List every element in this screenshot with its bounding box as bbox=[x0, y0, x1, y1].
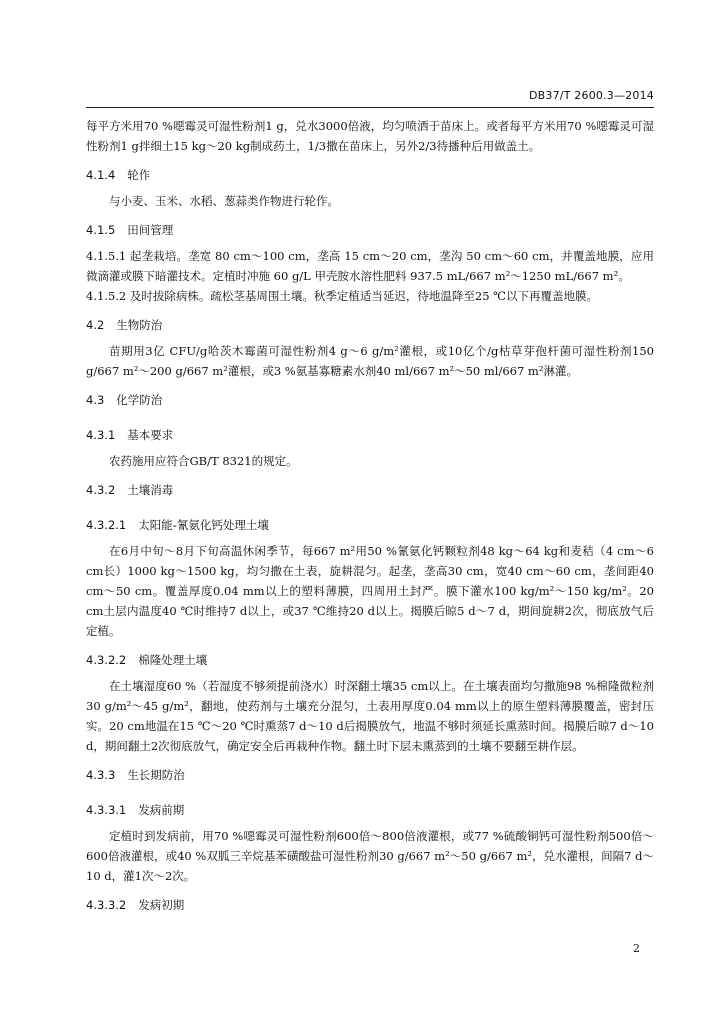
section-number: 4.3.3 bbox=[86, 768, 116, 782]
section-heading bbox=[86, 165, 654, 185]
section-title: 发病初期 bbox=[138, 898, 185, 912]
section-heading bbox=[86, 895, 654, 915]
body-paragraph: 每平方米用70 %噁霉灵可湿性粉剂1 g，兑水3000倍液，均匀喷洒于苗床上。或者每平方米用70 %噁霉灵可湿性粉剂1 g拌细土15 kg～20 kg制成药土，1/3撒在苗床上，另外2/3待播种后用做盖土。 bbox=[86, 119, 654, 153]
section-number: 4.3.2.1 bbox=[86, 518, 127, 532]
section-number: 4.2 bbox=[86, 318, 105, 332]
section-title: 发病前期 bbox=[138, 803, 185, 817]
section-title: 生物防治 bbox=[116, 318, 163, 332]
spacer bbox=[86, 915, 654, 921]
body-paragraph: 农药施用应符合GB/T 8321的规定。 bbox=[109, 454, 298, 468]
section-title: 棉隆处理土壤 bbox=[138, 653, 208, 667]
spacer bbox=[86, 156, 654, 165]
spacer bbox=[86, 306, 654, 315]
section-heading bbox=[86, 220, 654, 240]
section-title: 轮作 bbox=[127, 168, 151, 182]
section-heading bbox=[86, 425, 654, 445]
body-paragraph: 与小麦、玉米、水稻、葱蒜类作物进行轮作。 bbox=[109, 194, 339, 208]
body-paragraph: 在土壤湿度60 %（若湿度不够须提前浇水）时深翻土壤35 cm以上。在土壤表面均匀撒施98 %棉隆微粒剂30 g/m²～45 g/m²，翻地，使药剂与土壤充分混匀，土表用厚度0.04 mm以上的原生塑料薄膜覆盖，密封压实。20 cm地温在15 ℃～20 ℃时熏蒸7 d～10 d后揭膜放气，地温不够时须延长熏蒸时间。揭膜后晾7 d～10 d，期间翻土2次彻底放气，确定安全后再栽种作物。翻土时下层未熏蒸到的土壤不要翻至耕作层。 bbox=[86, 679, 654, 753]
section-title: 太阳能-氰氨化钙处理土壤 bbox=[138, 518, 269, 532]
section-title: 田间管理 bbox=[127, 223, 174, 237]
section-title: 基本要求 bbox=[127, 428, 174, 442]
section-number: 4.3.2.2 bbox=[86, 653, 127, 667]
section-heading bbox=[86, 765, 654, 785]
section-number: 4.1.5 bbox=[86, 223, 116, 237]
section-number: 4.1.4 bbox=[86, 168, 116, 182]
document-code: DB37/T 2600.3—2014 bbox=[528, 89, 654, 102]
spacer bbox=[86, 471, 654, 480]
section-heading bbox=[86, 480, 654, 500]
section-heading bbox=[86, 390, 654, 410]
spacer bbox=[86, 381, 654, 390]
body-paragraph: 在6月中旬～8月下旬高温休闲季节，每667 m²用50 %氰氨化钙颗粒剂48 kg～64 kg和麦秸（4 cm～6 cm长）1000 kg～1500 kg，均匀撒在土表，旋耕混匀。起垄，垄高30 cm，宽40 cm～60 cm，垄间距40 cm～50 cm。覆盖厚度0.04 mm以上的塑料薄膜，四周用土封严。膜下灌水100 kg/m²～150 kg/m²。20 cm土层内温度40 ℃时维持7 d以上，或37 ℃维持20 d以上。揭膜后晾5 d～7 d，期间旋耕2次，彻底放气后定植。 bbox=[86, 544, 654, 638]
section-heading bbox=[86, 800, 654, 820]
section-number: 4.3 bbox=[86, 393, 105, 407]
section-number: 4.3.3.2 bbox=[86, 898, 127, 912]
header-divider bbox=[86, 107, 654, 108]
section-title: 土壤消毒 bbox=[127, 483, 174, 497]
section-number: 4.3.1 bbox=[86, 428, 116, 442]
section-title: 生长期防治 bbox=[127, 768, 185, 782]
spacer bbox=[86, 886, 654, 895]
section-number: 4.3.2 bbox=[86, 483, 116, 497]
section-heading bbox=[86, 515, 654, 535]
section-number: 4.3.3.1 bbox=[86, 803, 127, 817]
section-title: 化学防治 bbox=[116, 393, 163, 407]
body-paragraph: 定植时到发病前，用70 %噁霉灵可湿性粉剂600倍～800倍液灌根，或77 %硫酸铜钙可湿性粉剂500倍～600倍液灌根，或40 %双胍三辛烷基苯磺酸盐可湿性粉剂30 g/667 m²～50 g/667 m²，兑水灌根，间隔7 d～10 d，灌1次～2次。 bbox=[86, 829, 654, 883]
spacer bbox=[86, 416, 654, 425]
spacer bbox=[86, 211, 654, 220]
spacer bbox=[86, 506, 654, 515]
document-body bbox=[86, 116, 654, 921]
spacer bbox=[86, 756, 654, 765]
page-number: 2 bbox=[633, 942, 640, 955]
body-paragraph: 4.1.5.1 起垄栽培。垄宽 80 cm～100 cm，垄高 15 cm～20 cm，垄沟 50 cm～60 cm，并覆盖地膜，应用微滴灌或膜下暗灌技术。定植时冲施 60 g/L 甲壳胺水溶性肥料 937.5 mL/667 m²～1250 mL/667 m²。 bbox=[86, 249, 654, 283]
spacer bbox=[86, 641, 654, 650]
body-paragraph: 苗期用3亿 CFU/g哈茨木霉菌可湿性粉剂4 g～6 g/m²灌根，或10亿个/g枯草芽孢杆菌可湿性粉剂150 g/667 m²～200 g/667 m²灌根，或3 %氨基寡糖素水剂40 ml/667 m²～50 ml/667 m²淋灌。 bbox=[86, 344, 654, 378]
section-heading bbox=[86, 315, 654, 335]
body-paragraph: 4.1.5.2 及时拔除病株。疏松茎基周围土壤。秋季定植适当延迟，待地温降至25 ℃以下再覆盖地膜。 bbox=[86, 289, 599, 303]
section-heading bbox=[86, 650, 654, 670]
spacer bbox=[86, 791, 654, 800]
